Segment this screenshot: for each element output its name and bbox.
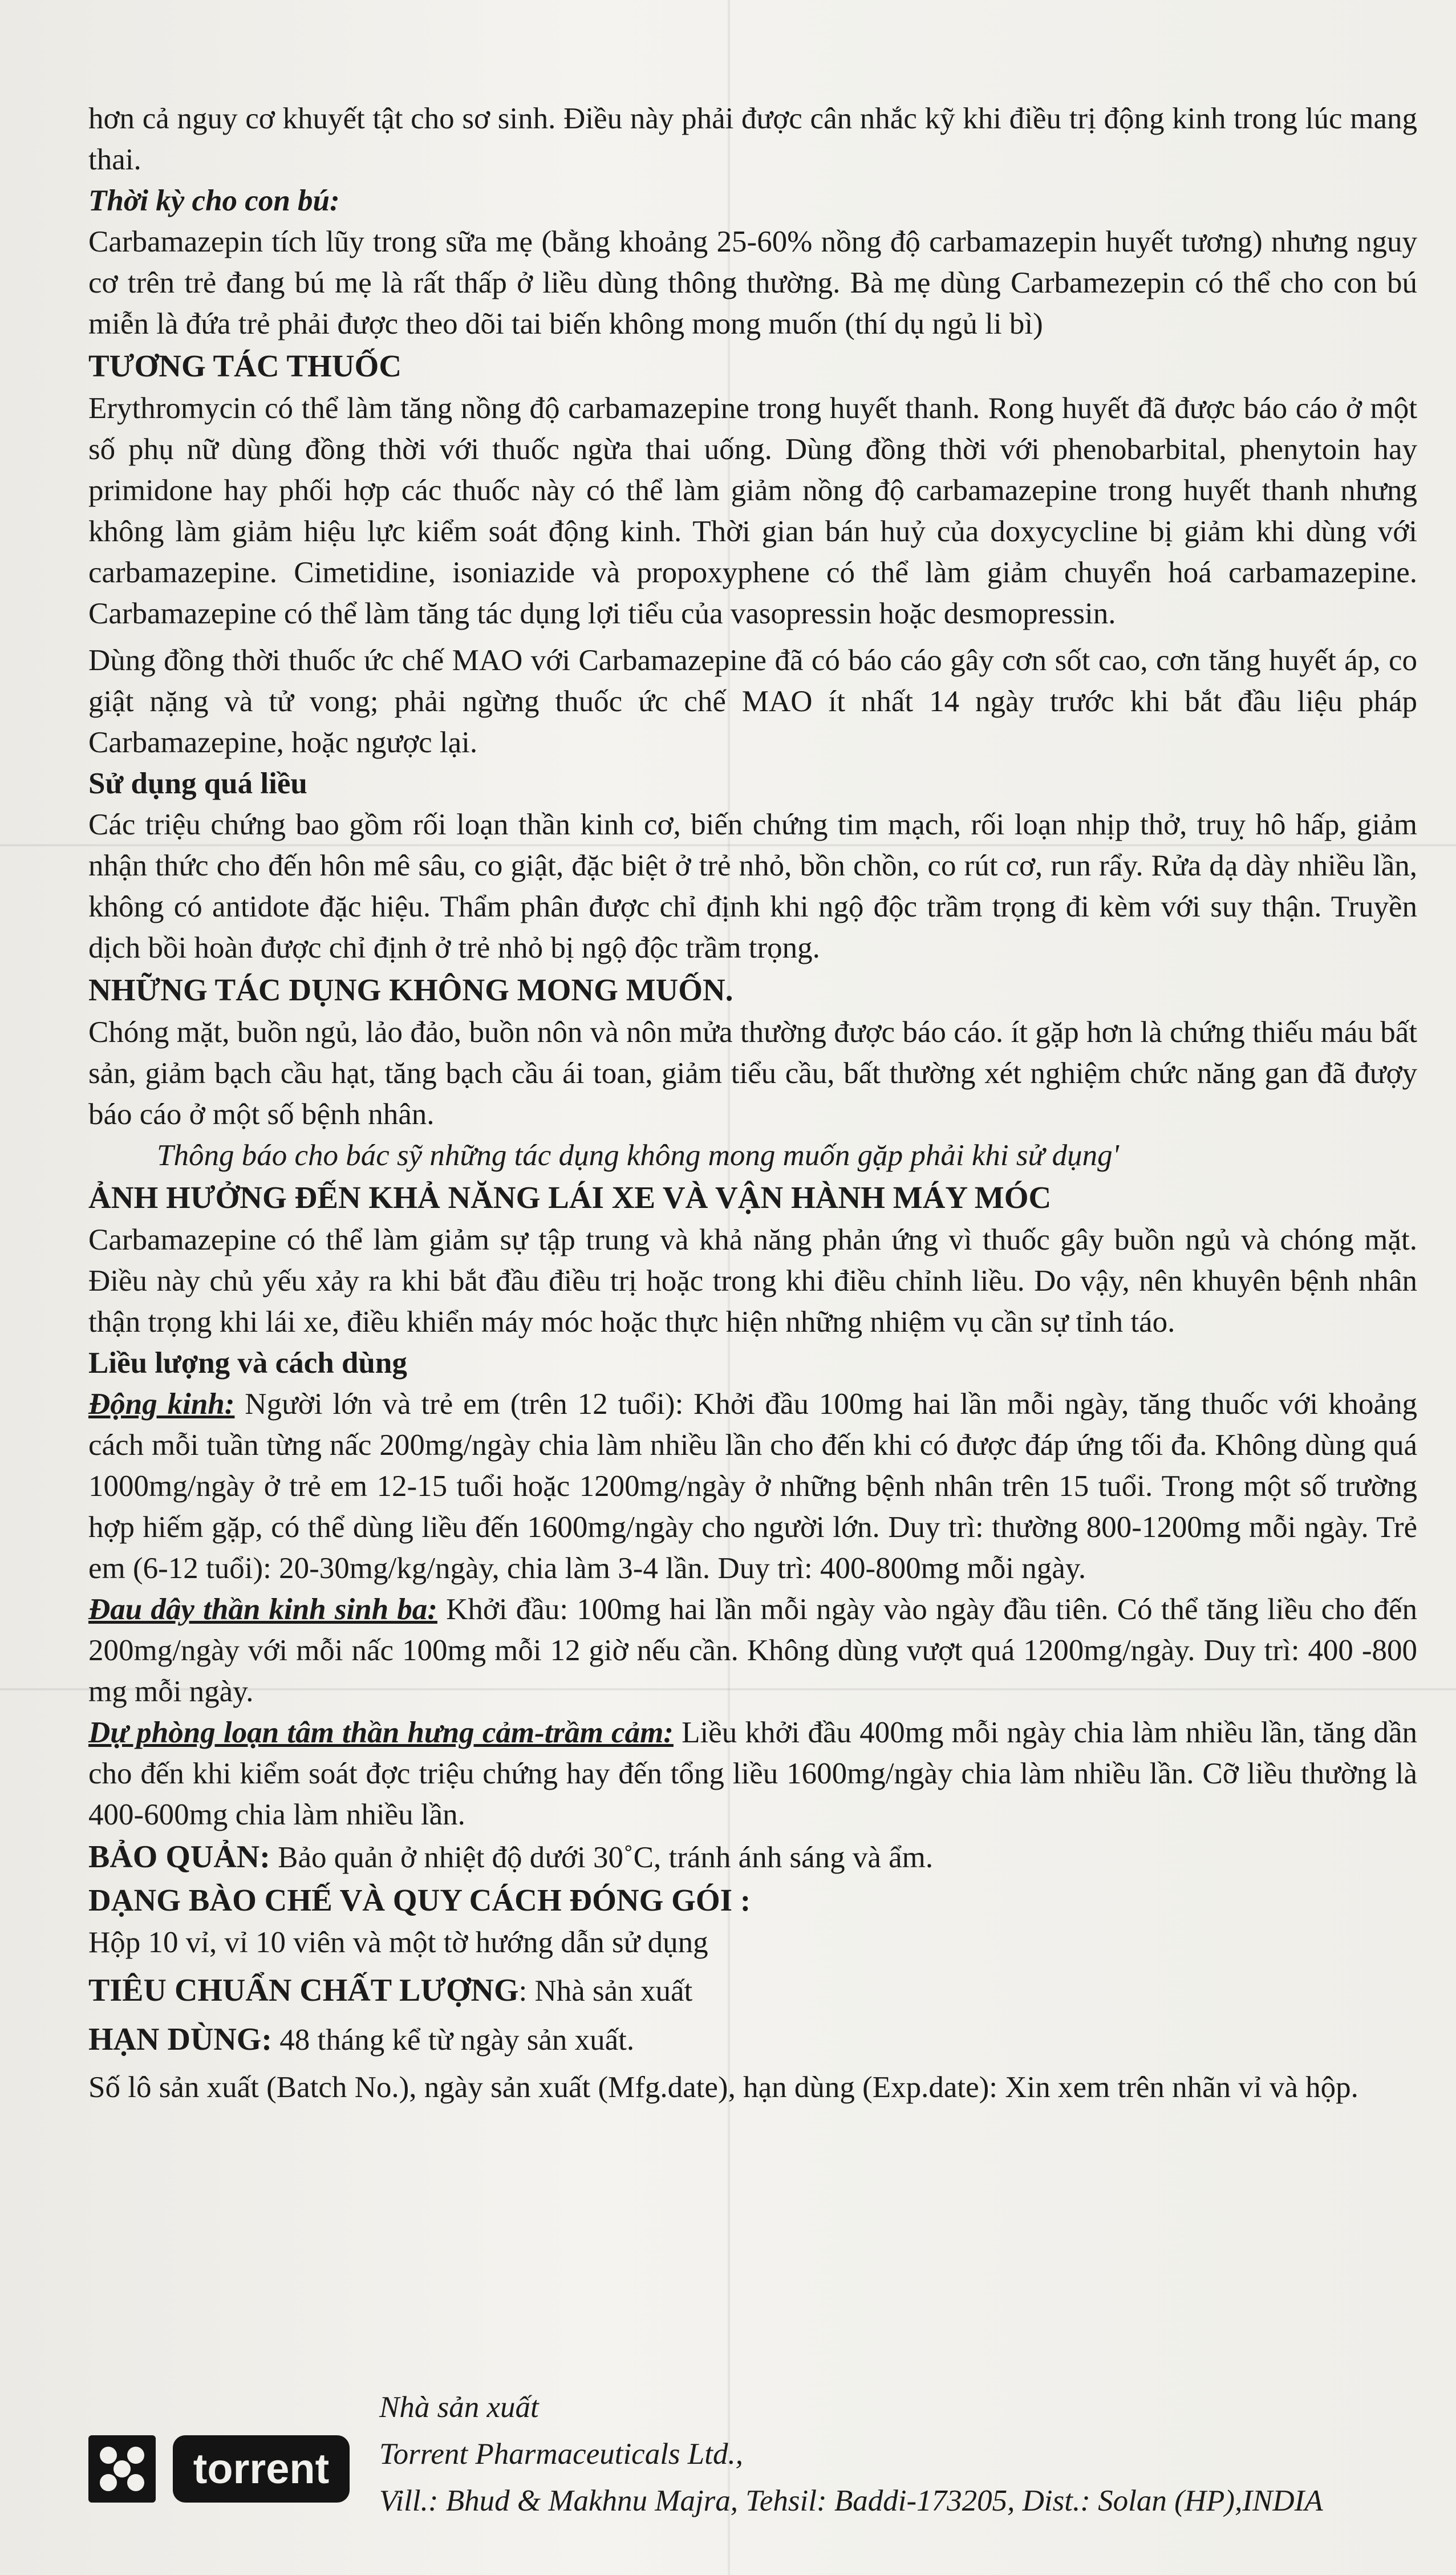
manufacturer-label: Nhà sản xuất xyxy=(379,2391,539,2424)
packaging-heading: DẠNG BÀO CHẾ VÀ QUY CÁCH ĐÓNG GÓI : xyxy=(88,1883,751,1917)
breastfeeding-heading: Thời kỳ cho con bú: xyxy=(88,184,340,217)
manufacturer-footer xyxy=(88,2373,1456,2544)
storage-label: BẢO QUẢN: xyxy=(88,1839,270,1875)
quality-line xyxy=(88,1969,1417,2012)
storage-line xyxy=(88,1835,1417,1879)
manufacturer-address: Vill.: Bhud & Makhnu Majra, Tehsil: Baddi-173205, Dist.: Solan (HP),INDIA xyxy=(379,2484,1323,2517)
packaging-text: Hộp 10 vỉ, vỉ 10 viên và một tờ hướng dẫn sử dụng xyxy=(88,1926,708,1959)
dosage-heading: Liều lượng và cách dùng xyxy=(88,1347,407,1380)
quality-label: TIÊU CHUẨN CHẤT LƯỢNG xyxy=(88,1973,519,2008)
expiry-label: HẠN DÙNG: xyxy=(88,2022,272,2057)
driving-text: Carbamazepine có thể làm giảm sự tập trung và khả năng phản ứng vì thuốc gây buồn ngủ và chóng mặt. Điều này chủ yếu xảy ra khi bắt đầu điều trị hoặc trong khi điều chỉnh liều. Do vậy, nên khuyên bệnh nhân thận trọng khi lái xe, điều khiển máy móc hoặc thực hiện những nhiệm vụ cần sự tỉnh táo. xyxy=(88,1223,1417,1339)
batch-note: Số lô sản xuất (Batch No.), ngày sản xuất (Mfg.date), hạn dùng (Exp.date): Xin xem trên nhãn vỉ và hộp. xyxy=(88,2071,1358,2104)
bipolar-text: Liều khởi đầu 400mg mỗi ngày chia làm nhiều lần, tăng dần cho đến khi kiểm soát đợc triệu chứng hay đến tổng liều 1600mg/ngày chia làm nhiều lần. Cỡ liều thường là 400-600mg chia làm nhiều lần. xyxy=(88,1716,1417,1831)
dosage-bipolar xyxy=(88,1712,1417,1835)
side-effects-heading: NHỮNG TÁC DỤNG KHÔNG MONG MUỐN. xyxy=(88,972,733,1007)
side-effects-text: Chóng mặt, buồn ngủ, lảo đảo, buồn nôn và nôn mửa thường được báo cáo. ít gặp hơn là chứng thiếu máu bất sản, giảm bạch cầu hạt, tăng bạch cầu ái toan, giảm tiểu cầu, bất thường xét nghiệm chức năng gan đã đượy báo cáo ở một số bệnh nhân. xyxy=(88,1016,1417,1131)
torrent-logo-mark-icon xyxy=(88,2435,156,2503)
torrent-logo: torrent xyxy=(173,2435,350,2503)
bipolar-label: Dự phòng loạn tâm thần hưng cảm-trầm cảm: xyxy=(88,1716,674,1749)
pregnancy-tail: hơn cả nguy cơ khuyết tật cho sơ sinh. Điều này phải được cân nhắc kỹ khi điều trị động kinh trong lúc mang thai. xyxy=(88,102,1417,176)
dosage-epilepsy xyxy=(88,1384,1417,1589)
trigeminal-label: Đau dây thần kinh sinh ba: xyxy=(88,1593,437,1626)
storage-text: Bảo quản ở nhiệt độ dưới 30˚C, tránh ánh sáng và ẩm. xyxy=(270,1841,934,1874)
breastfeeding-text: Carbamazepin tích lũy trong sữa mẹ (bằng khoảng 25-60% nồng độ carbamazepin huyết tương) nhưng nguy cơ trên trẻ đang bú mẹ là rất thấp ở liều dùng thông thường. Bà mẹ dùng Carbamezepin có thể cho con bú miễn là đứa trẻ phải được theo dõi tai biến không mong muốn (thí dụ ngủ li bì) xyxy=(88,225,1417,340)
epilepsy-text: Người lớn và trẻ em (trên 12 tuổi): Khởi đầu 100mg hai lần mỗi ngày, tăng thuốc với khoảng cách mỗi tuần từng nấc 200mg/ngày chia làm nhiều lần cho đến khi có được đáp ứng tối đa. Không dùng quá 1000mg/ngày ở trẻ em 12-15 tuổi hoặc 1200mg/ngày ở những bệnh nhân trên 15 tuổi. Trong một số trường hợp hiếm gặp, có thể dùng liều đến 1600mg/ngày cho người lớn. Duy trì: thường 800-1200mg mỗi ngày. Trẻ em (6-12 tuổi): 20-30mg/kg/ngày, chia làm 3-4 lần. Duy trì: 400-800mg mỗi ngày. xyxy=(88,1388,1417,1585)
driving-heading: ẢNH HƯỞNG ĐẾN KHẢ NĂNG LÁI XE VÀ VẬN HÀNH MÁY MÓC xyxy=(88,1180,1052,1215)
manufacturer-name: Torrent Pharmaceuticals Ltd., xyxy=(379,2438,743,2471)
dosage-trigeminal xyxy=(88,1589,1417,1712)
quality-text: : Nhà sản xuất xyxy=(518,1974,693,2008)
manufacturer-info xyxy=(379,2384,1323,2524)
expiry-text: 48 tháng kể từ ngày sản xuất. xyxy=(271,2023,635,2057)
interactions-heading: TƯƠNG TÁC THUỐC xyxy=(88,348,402,383)
overdose-text: Các triệu chứng bao gồm rối loạn thần kinh cơ, biến chứng tim mạch, rối loạn nhịp thở, truỵ hô hấp, giảm nhận thức cho đến hôn mê sâu, co giật, đặc biệt ở trẻ nhỏ, bồn chồn, co rút cơ, run rẩy. Rửa dạ dày nhiều lần, không có antidote đặc hiệu. Thẩm phân được chỉ định khi ngộ độc trầm trọng đi kèm với suy thận. Truyền dịch bồi hoàn được chỉ định ở trẻ nhỏ bị ngộ độc trầm trọng. xyxy=(88,808,1417,964)
trigeminal-text: Khởi đầu: 100mg hai lần mỗi ngày vào ngày đầu tiên. Có thể tăng liều cho đến 200mg/ngày với mỗi nấc 100mg mỗi 12 giờ nếu cần. Không dùng vượt quá 1200mg/ngày. Duy trì: 400 -800 mg mỗi ngày. xyxy=(88,1593,1417,1708)
leaflet-text xyxy=(88,98,1417,2108)
side-effects-note: Thông báo cho bác sỹ những tác dụng không mong muốn gặp phải khi sử dụng' xyxy=(157,1139,1119,1172)
interactions-paragraph-mao: Dùng đồng thời thuốc ức chế MAO với Carbamazepine đã có báo cáo gây cơn sốt cao, cơn tăng huyết áp, co giật nặng và tử vong; phải ngừng thuốc ức chế MAO ít nhất 14 ngày trước khi bắt đầu liệu pháp Carbamazepine, hoặc ngược lại. xyxy=(88,644,1417,759)
epilepsy-label: Động kinh: xyxy=(88,1388,235,1421)
overdose-heading: Sử dụng quá liều xyxy=(88,767,307,800)
interactions-paragraph: Erythromycin có thể làm tăng nồng độ carbamazepine trong huyết thanh. Rong huyết đã được báo cáo ở một số phụ nữ dùng đồng thời với thuốc ngừa thai uống. Dùng đồng thời với phenobarbital, phenytoin hay primidone hay phối hợp các thuốc này có thể làm giảm nồng độ carbamazepine trong huyết thanh nhưng không làm giảm hiệu lực kiểm soát động kinh. Thời gian bán huỷ của doxycycline bị giảm khi dùng với carbamazepine. Cimetidine, isoniazide và propoxyphene có thể làm giảm chuyển hoá carbamazepine. Carbamazepine có thể làm tăng tác dụng lợi tiểu của vasopressin hoặc desmopressin. xyxy=(88,392,1417,630)
expiry-line xyxy=(88,2018,1417,2061)
